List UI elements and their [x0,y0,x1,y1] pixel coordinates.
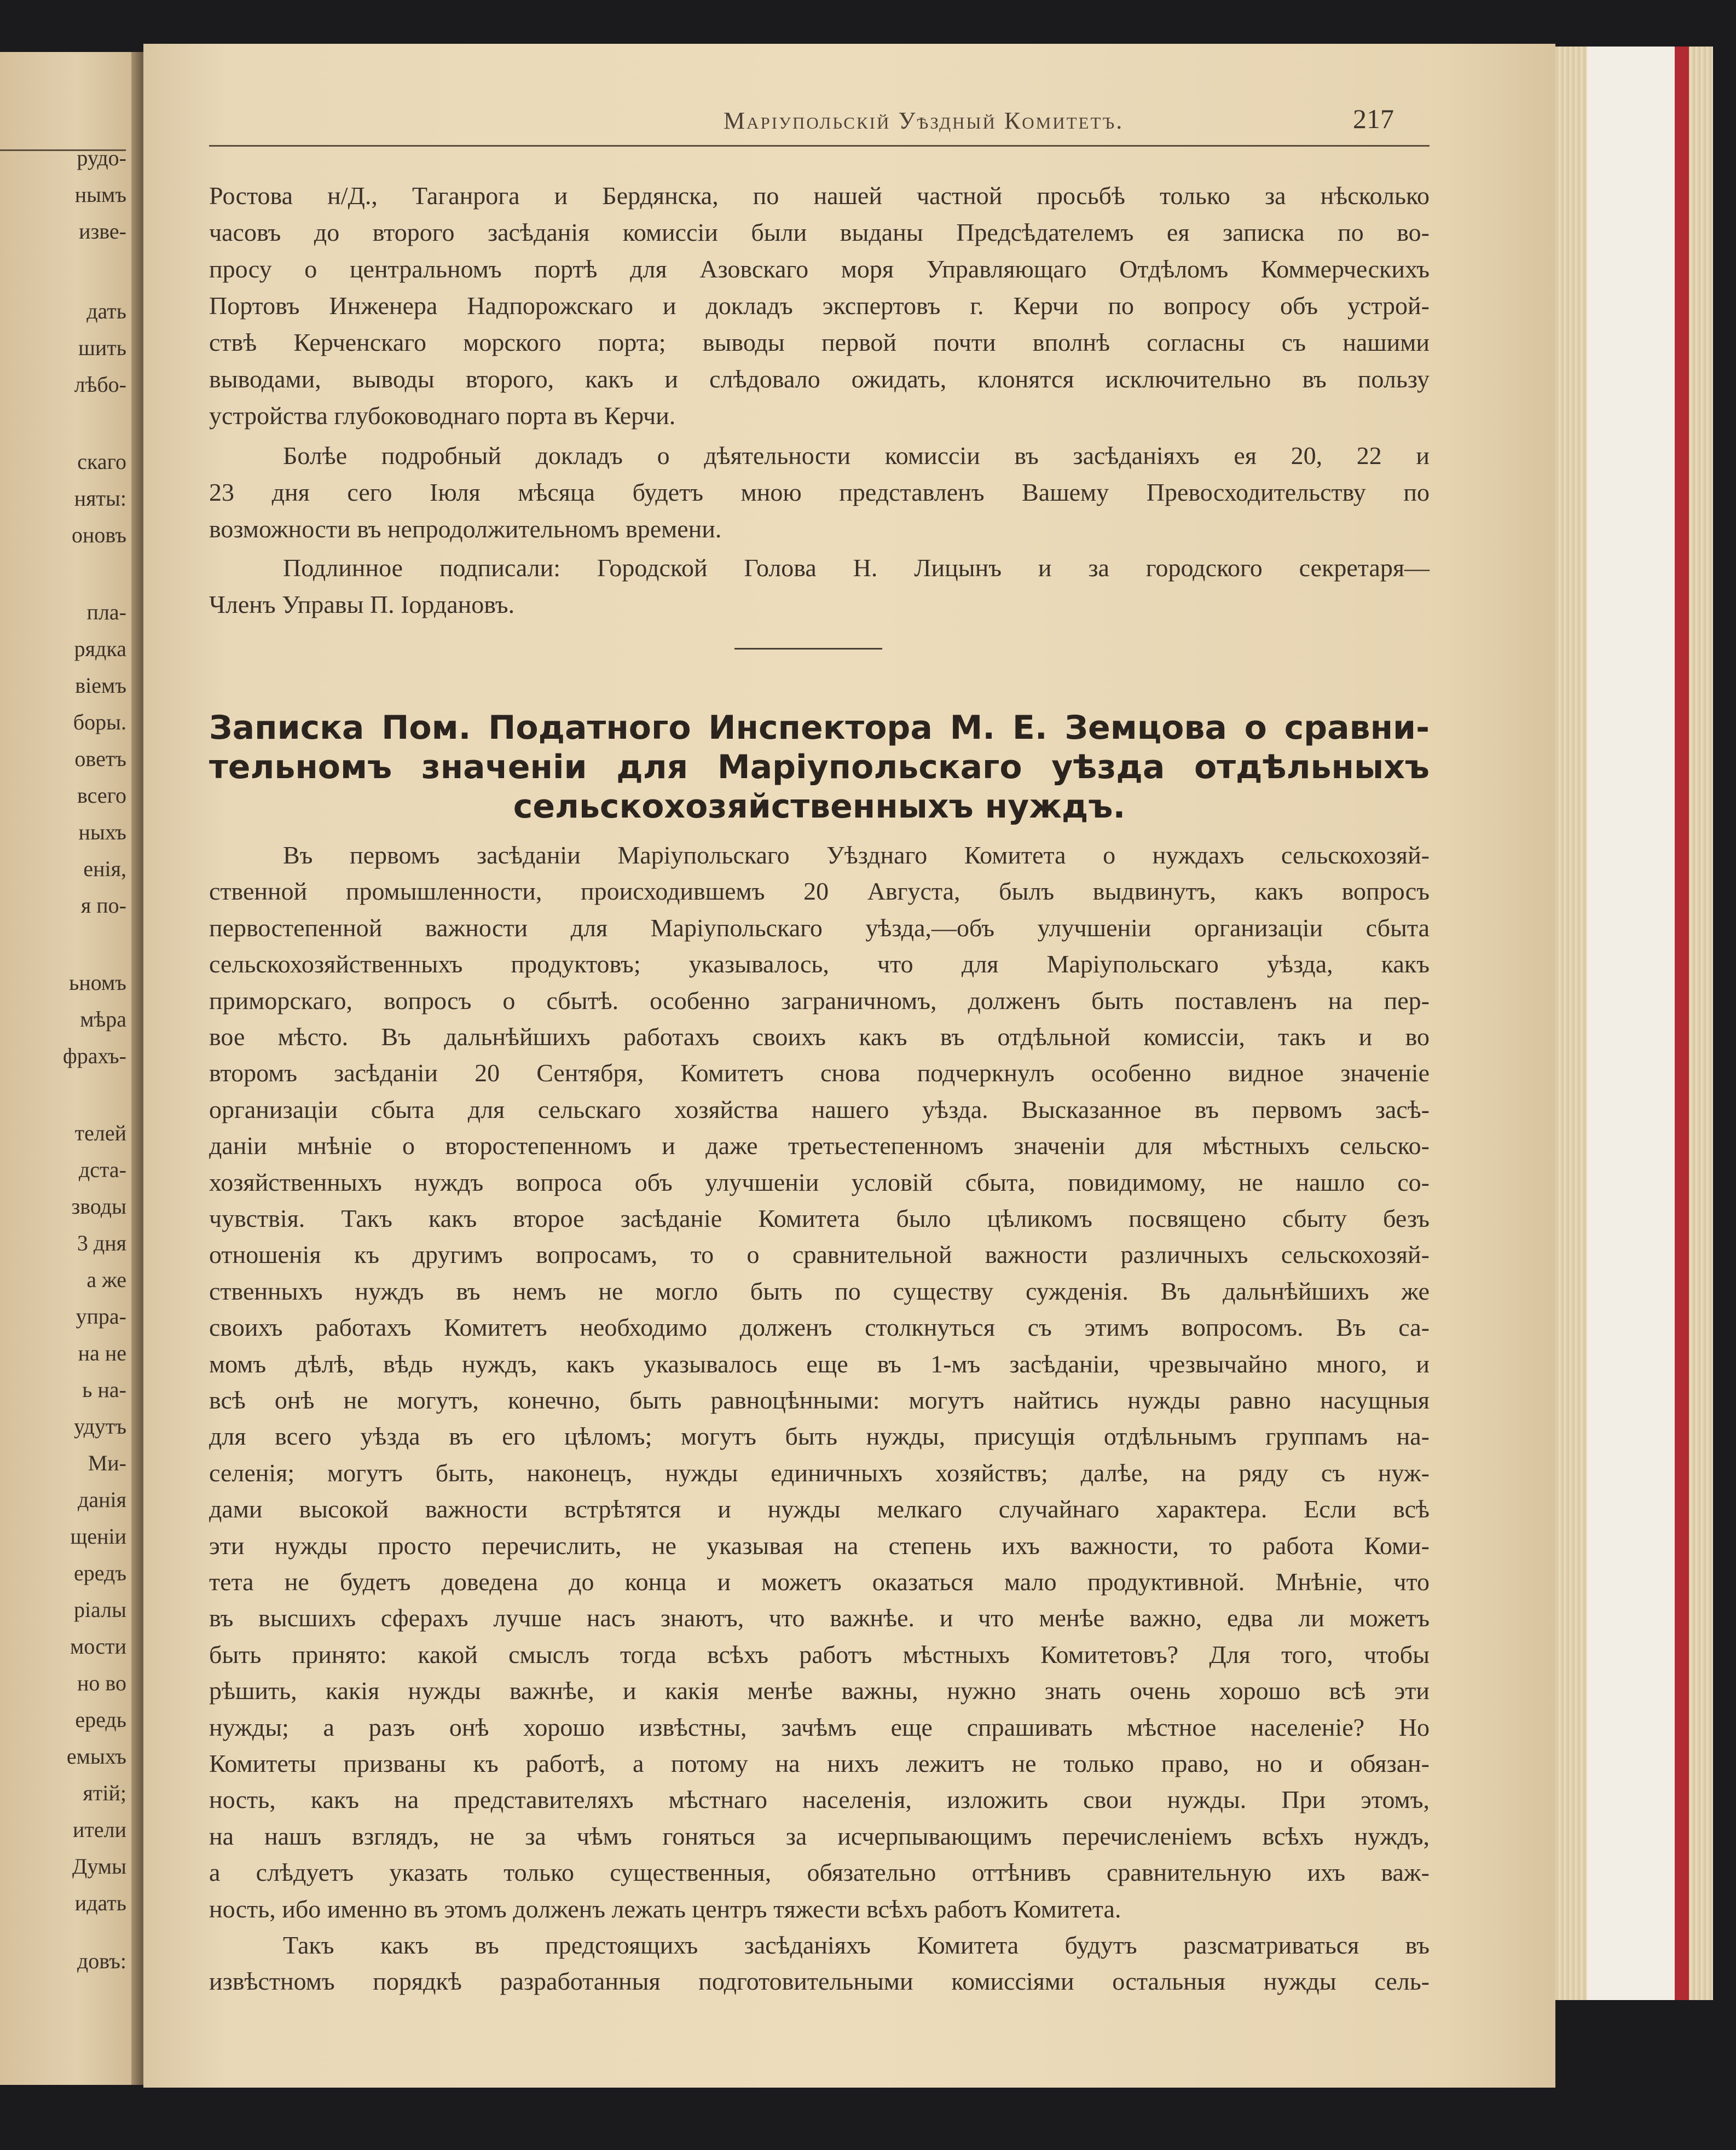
text-line: хозяйственныхъ нуждъ вопроса объ улучшеніи условій сбыта, повидимому, не нашло со- [209,1168,1430,1196]
text-line: даніи мнѣніе о второстепенномъ и даже третьестепенномъ значеніи для мѣстныхъ сельско- [209,1132,1430,1160]
previous-page-text-fragment: на не [78,1341,126,1365]
previous-page-text-fragment: всего [77,783,126,808]
text-line: Членъ Управы П. Іордановъ. [209,590,515,618]
text-line: ность, ибо именно въ этомъ долженъ лежать центръ тяжести всѣхъ работъ Комитета. [209,1895,1121,1923]
previous-page-text-fragment: ередъ [73,1561,126,1585]
previous-page-text-fragment: оновъ [72,523,126,547]
previous-page-text-fragment: щеніи [70,1524,126,1549]
cover-edge [1675,47,1689,2000]
text-line: ность, какъ на представителяхъ мѣстнаго населенія, изложить свои нужды. При этомъ, [209,1786,1430,1813]
previous-page-text-fragment: скаго [77,449,126,474]
text-line: всѣ онѣ не могутъ, конечно, быть равноцѣнными: могутъ найтись нужды равно насущныя [209,1386,1430,1414]
previous-page-text-fragment: довъ: [77,1949,126,1973]
section-heading-line: Записка Пом. Податного Инспектора М. Е. Земцова о сравни- [209,709,1430,747]
previous-page-text-fragment: идать [74,1891,126,1915]
text-line: часовъ до второго засѣданія комиссіи были выданы Предсѣдателемъ ея записка по во- [209,218,1430,246]
text-line: для всего уѣзда въ его цѣломъ; могутъ быть нужды, присущія отдѣльнымъ группамъ на- [209,1422,1430,1450]
page-number: 217 [1353,103,1394,134]
previous-page-text-fragment: я по- [80,893,126,918]
previous-page-text-fragment: изве- [79,219,126,244]
text-line: Ростова н/Д., Таганрога и Бердянска, по нашей частной просьбѣ только за нѣсколько [209,182,1430,210]
previous-page-text-fragment: дста- [78,1157,126,1182]
section-heading-line: тельномъ значеніи для Маріупольскаго уѣзда отдѣльныхъ [209,748,1430,786]
previous-page-text-fragment: 3 дня [77,1231,126,1255]
text-line: дами высокой важности встрѣтятся и нужды мелкаго случайнаго характера. Если всѣ [209,1495,1430,1523]
text-line: ствѣ Керченскаго морского порта; выводы первой почти вполнѣ согласны съ нашими [209,328,1430,356]
text-line: устройства глубоководнаго порта въ Керчи. [209,402,676,430]
previous-page-text-fragment: віемъ [75,673,126,698]
previous-page-text-fragment: ятій; [83,1781,126,1805]
text-line: рѣшить, какія нужды важнѣе, и какія менѣе важны, нужно знать очень хорошо всѣ эти [209,1677,1430,1705]
previous-page-text-fragment: данія [77,1487,126,1512]
previous-page-text-fragment: упра- [76,1304,126,1329]
previous-page-text-fragment: оветъ [74,746,126,771]
previous-page-text-fragment: емыхъ [66,1744,126,1769]
text-line: своихъ работахъ Комитетъ необходимо долженъ столкнуться съ этимъ вопросомъ. Въ са- [209,1313,1430,1341]
previous-page-text-fragment: енія, [83,856,126,881]
text-line: на нашъ взглядъ, не за чѣмъ гоняться за исчерпывающимъ перечисленіемъ всѣхъ нуждъ, [209,1822,1430,1850]
previous-page-text-fragment: фрахъ- [62,1044,126,1068]
previous-page-text-fragment: ріалы [73,1597,126,1622]
previous-page-text-fragment: а же [86,1267,126,1292]
previous-page-text-fragment: мѣра [80,1007,126,1031]
text-line: Такъ какъ въ предстоящихъ засѣданіяхъ Комитета будутъ разсматриваться въ [283,1931,1430,1959]
previous-page-text-fragment: ь на- [82,1377,126,1402]
text-line: отношенія къ другимъ вопросамъ, то о сравнительной важности различныхъ сельскохозяй- [209,1241,1430,1268]
text-line: просу о центральномъ портѣ для Азовскаго моря Управляющаго Отдѣломъ Коммерческихъ [209,255,1430,283]
previous-page-text-fragment: нымъ [74,182,126,207]
previous-page-text-fragment: но во [77,1671,126,1695]
text-line: селенія; могутъ быть, наконецъ, нужды единичныхъ хозяйствъ; далѣе, на ряду съ нуж- [209,1459,1430,1487]
previous-page-text-fragment: рядка [74,636,126,661]
text-line: приморскаго, вопросъ о сбытѣ. особенно заграничномъ, долженъ быть поставленъ на пер- [209,987,1430,1015]
text-line: а слѣдуетъ указать только существенныя, обязательно оттѣнивъ сравнительную ихъ важ- [209,1858,1430,1886]
text-line: вое мѣсто. Въ дальнѣйшихъ работахъ своихъ какъ въ отдѣльной комиссіи, такъ и во [209,1023,1430,1051]
previous-page-text-fragment: дать [86,299,126,323]
text-line: Подлинное подписали: Городской Голова Н. Лицынъ и за городского секретаря— [283,554,1430,582]
text-line: Комитеты призваны къ работѣ, а потому на нихъ лежитъ не только право, но и обязан- [209,1749,1430,1777]
text-line: эти нужды просто перечислить, не указывая на степень ихъ важности, то работа Коми- [209,1532,1430,1560]
text-line: въ высшихъ сферахъ лучше насъ знаютъ, что важнѣе. и что менѣе важно, едва ли можетъ [209,1604,1430,1632]
previous-page-text-fragment: ители [72,1817,126,1842]
previous-page-text-fragment: удутъ [74,1414,126,1439]
previous-page-text-fragment: Ми- [88,1451,126,1475]
text-line: Портовъ Инженера Надпорожскаго и докладъ экспертовъ г. Керчи по вопросу объ устрой- [209,292,1430,320]
text-line: возможности въ непродолжительномъ времени. [209,515,722,543]
previous-page-fragment [0,52,140,2085]
text-line: быть принято: какой смыслъ тогда всѣхъ работъ мѣстныхъ Комитетовъ? Для того, чтобы [209,1641,1430,1668]
text-line: извѣстномъ порядкѣ разработанныя подготовительными комиссіями остальныя нужды сель- [209,1967,1430,1995]
text-line: ственной промышленности, происходившемъ 20 Августа, былъ выдвинутъ, какъ вопросъ [209,877,1430,905]
text-line: первостепенной важности для Маріупольскаго уѣзда,—объ улучшеніи организаціи сбыта [209,914,1430,942]
previous-page-text-fragment: мости [70,1634,126,1659]
text-line: 23 дня сего Іюля мѣсяца будетъ мною представленъ Вашему Превосходительству по [209,478,1430,506]
main-page [143,44,1555,2088]
text-line: ственныхъ нуждъ въ немъ не могло быть по существу сужденія. Въ дальнѣйшихъ же [209,1277,1430,1305]
running-head: Маріупольскій Уѣздный Комитетъ. [724,107,1124,134]
text-line: тета не будетъ доведена до конца и можетъ оказаться мало продуктивной. Мнѣніе, что [209,1568,1430,1596]
previous-page-text-fragment: Думы [72,1854,126,1879]
previous-page-text-fragment: ередь [75,1707,126,1732]
section-separator [734,648,882,650]
text-line: Болѣе подробный докладъ о дѣятельности комиссіи въ засѣданіяхъ ея 20, 22 и [283,442,1430,470]
text-line: Въ первомъ засѣданіи Маріупольскаго Уѣзднаго Комитета о нуждахъ сельскохозяй- [283,841,1430,869]
text-line: выводами, выводы второго, какъ и слѣдовало ожидать, клонятся исключительно въ пользу [209,365,1430,393]
previous-page-text-fragment: пла- [86,600,126,624]
text-line: организаціи сбыта для сельскаго хозяйства нашего уѣзда. Высказанное въ первомъ засѣ- [209,1096,1430,1123]
previous-page-text-fragment: зводы [71,1194,126,1219]
section-heading-line: сельскохозяйственныхъ нуждъ. [513,787,1126,826]
previous-page-text-fragment: рудо- [77,146,126,170]
previous-page-text-fragment: лѣбо- [74,372,126,397]
previous-page-text-fragment: шить [78,335,126,360]
text-line: нужды; а разъ онѣ хорошо извѣстны, зачѣмъ еще спрашивать мѣстное населеніе? Но [209,1713,1430,1741]
text-line: момъ дѣлѣ, вѣдь нуждъ, какъ указывалось еще въ 1-мъ засѣданіи, чрезвычайно много, и [209,1350,1430,1378]
header-rule [209,145,1430,147]
previous-page-text-fragment: ныхъ [78,820,126,844]
previous-page-text-fragment: ьномъ [69,970,126,995]
text-line: второмъ засѣданіи 20 Сентября, Комитетъ снова подчеркнулъ особенно видное значеніе [209,1059,1430,1087]
previous-page-text-fragment: боры. [73,710,126,734]
previous-page-text-fragment: няты: [74,486,126,511]
previous-page-text-fragment: телей [74,1121,126,1145]
text-line: сельскохозяйственныхъ продуктовъ; указывалось, что для Маріупольскаго уѣзда, какъ [209,950,1430,978]
text-line: чувствія. Такъ какъ второе засѣданіе Комитета было цѣликомъ посвящено сбыту безъ [209,1204,1430,1232]
cover-board [1587,47,1675,2000]
